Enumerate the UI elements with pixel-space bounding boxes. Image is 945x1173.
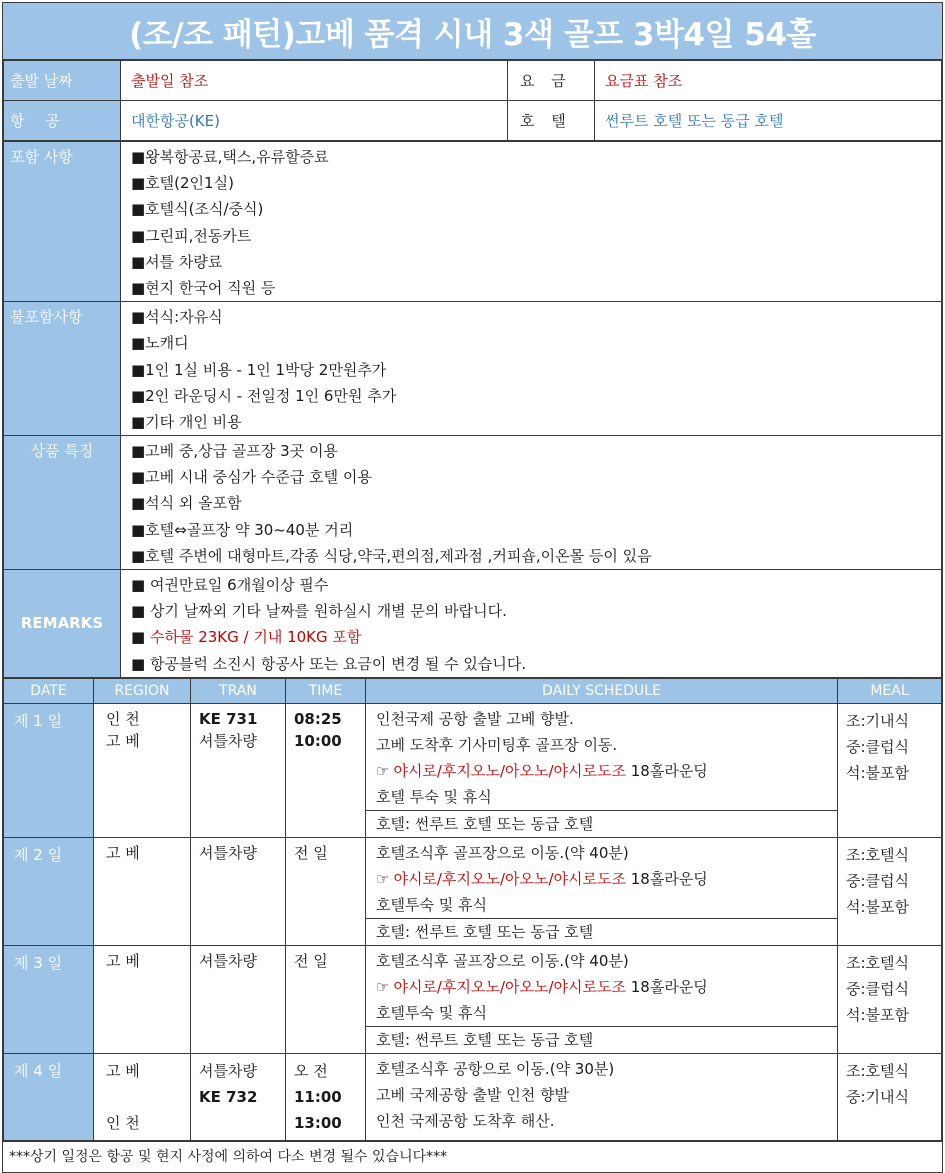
time-cell <box>286 945 366 1053</box>
tran-cell <box>191 945 286 1053</box>
time: 11:00 <box>294 1087 342 1106</box>
list-item: ■ 상기 날짜외 기타 날짜를 원하실시 개별 문의 바랍니다. <box>131 602 507 621</box>
pointing-hand-icon: ☞ <box>376 977 390 996</box>
region-cell <box>94 703 191 837</box>
region <box>106 1084 182 1110</box>
list-item: ■석식 외 올포함 <box>131 494 242 513</box>
hotel-line: 호텔: 썬루트 호텔 또는 동급 호텔 <box>366 918 837 945</box>
list-item: ■셔틀 차량료 <box>131 252 223 271</box>
region: 고 베 <box>106 731 140 750</box>
flight-number: KE 732 <box>199 1087 258 1106</box>
air-label: 항 공 <box>4 101 121 141</box>
excluded-list <box>121 302 942 436</box>
flight-number: KE 731 <box>199 709 258 728</box>
meal: 석:불포함 <box>846 763 910 782</box>
included-label: 포함 사항 <box>4 142 121 302</box>
header-region: REGION <box>94 678 191 703</box>
time-cell <box>286 703 366 837</box>
list-item: ■2인 라운딩시 - 전일정 1인 6만원 추가 <box>131 386 397 405</box>
transport: 셔틀차량 <box>199 951 257 970</box>
list-item: ■호텔 주변에 대형마트,각종 식당,약국,편의점,제과점 ,커피숍,이온몰 등이 있음 <box>131 546 652 565</box>
schedule-line: 고베 도착후 기사미팅후 골프장 이동. <box>376 735 618 754</box>
hotel-line: 호텔: 썬루트 호텔 또는 동급 호텔 <box>366 1026 837 1053</box>
included-list <box>121 142 942 302</box>
time: 08:25 <box>294 709 342 728</box>
time-cell <box>286 837 366 945</box>
schedule-row-day4 <box>4 1053 942 1140</box>
schedule-line: 호텔 투숙 및 휴식 <box>376 787 492 806</box>
schedule-line: 인천국제 공항 출발 고베 향발. <box>376 709 574 728</box>
list-item: ■ 여권만료일 6개월이상 필수 <box>131 576 329 594</box>
schedule-line: 호텔조식후 공항으로 이동.(약 30분) <box>376 1059 615 1078</box>
list-item: ■그린피,전동카트 <box>131 226 252 245</box>
list-item: ■호텔(2인1실) <box>131 174 234 193</box>
remarks-list <box>121 570 942 678</box>
schedule-line: 호텔조식후 골프장으로 이동.(약 40분) <box>376 843 629 862</box>
page-title: (조/조 패턴)고베 품격 시내 3색 골프 3박4일 54홀 <box>3 3 942 60</box>
schedule-row-day1 <box>4 703 942 837</box>
meal: 중:클럽식 <box>846 737 910 756</box>
excluded-label: 불포함사항 <box>4 302 121 436</box>
tran-cell <box>191 1053 286 1140</box>
schedule-line: 고베 국제공항 출발 인천 향발 <box>376 1085 569 1104</box>
day-label: 제 1 일 <box>4 703 94 837</box>
meal: 중:클럽식 <box>846 979 910 998</box>
air-value: 대한항공(KE) <box>121 101 508 141</box>
pointing-hand-icon: ☞ <box>376 761 390 780</box>
region: 고 베 <box>106 843 140 862</box>
day-label: 제 2 일 <box>4 837 94 945</box>
schedule-row-day3 <box>4 945 942 1053</box>
schedule-line: 호텔조식후 골프장으로 이동.(약 40분) <box>376 951 629 970</box>
day-label: 제 3 일 <box>4 945 94 1053</box>
time: 10:00 <box>294 731 342 750</box>
region: 인 천 <box>106 1113 140 1132</box>
list-item: ■석식:자유식 <box>131 308 223 327</box>
header-time: TIME <box>286 678 366 703</box>
daily-schedule-cell <box>366 703 838 837</box>
meal: 중:기내식 <box>846 1087 910 1106</box>
region: 인 천 <box>106 709 140 728</box>
header-daily-schedule: DAILY SCHEDULE <box>366 678 838 703</box>
header-date: DATE <box>4 678 94 703</box>
meal: 조:호텔식 <box>846 845 910 864</box>
golf-courses: 야시로/후지오노/아오노/야시로도조 <box>393 977 626 996</box>
meal: 중:클럽식 <box>846 871 910 890</box>
features-label: 상품 특징 <box>4 436 121 570</box>
region-cell <box>94 1053 191 1140</box>
region-cell <box>94 945 191 1053</box>
list-item: ■고베 중,상급 골프장 3곳 이용 <box>131 442 338 461</box>
tran-cell <box>191 837 286 945</box>
fee-label: 요 금 <box>508 61 595 101</box>
meal: 석:불포함 <box>846 1005 910 1024</box>
depart-label: 출발 날짜 <box>4 61 121 101</box>
meal: 조:기내식 <box>846 711 910 730</box>
pointing-hand-icon: ☞ <box>376 869 390 888</box>
remarks-label: REMARKS <box>4 570 121 678</box>
hotel-line: 호텔: 썬루트 호텔 또는 동급 호텔 <box>366 810 837 837</box>
meal-cell <box>838 945 942 1053</box>
tran-cell <box>191 703 286 837</box>
schedule-line <box>366 866 837 892</box>
list-item: ■현지 한국어 직원 등 <box>131 278 276 297</box>
meal: 석:불포함 <box>846 897 910 916</box>
list-item: ■호텔식(조식/중식) <box>131 200 264 219</box>
meal-cell <box>838 837 942 945</box>
schedule-line: 호텔투숙 및 휴식 <box>376 1003 487 1022</box>
transport: 셔틀차량 <box>199 731 257 750</box>
day-label: 제 4 일 <box>4 1053 94 1140</box>
schedule-row-day2 <box>4 837 942 945</box>
footer-note: ***상기 일정은 항공 및 현지 사정에 의하여 다소 변경 될수 있습니다*** <box>3 1141 942 1172</box>
fee-value: 요금표 참조 <box>595 61 942 101</box>
transport: 셔틀차량 <box>199 1061 257 1080</box>
list-item: ■왕복항공료,택스,유류할증료 <box>131 148 329 166</box>
bullet: ■ <box>131 628 150 647</box>
golf-rounds: 18홀라운딩 <box>630 869 708 888</box>
hotel-label: 호 텔 <box>508 101 595 141</box>
daily-schedule-cell <box>366 1053 838 1140</box>
list-item <box>121 624 941 650</box>
list-item: ■1인 1실 비용 - 1인 1박당 2만원추가 <box>131 360 387 379</box>
region-cell <box>94 837 191 945</box>
time: 13:00 <box>294 1113 342 1132</box>
transport: 셔틀차량 <box>199 843 257 862</box>
meal-cell <box>838 1053 942 1140</box>
hotel-value: 썬루트 호텔 또는 동급 호텔 <box>595 101 942 141</box>
list-item: ■호텔⇔골프장 약 30~40분 거리 <box>131 520 354 539</box>
list-item: ■기타 개인 비용 <box>131 412 242 431</box>
golf-rounds: 18홀라운딩 <box>630 761 708 780</box>
meal-cell <box>838 703 942 837</box>
daily-schedule-cell <box>366 945 838 1053</box>
time: 전 일 <box>294 951 328 970</box>
golf-courses: 야시로/후지오노/아오노/야시로도조 <box>393 869 626 888</box>
meal: 조:호텔식 <box>846 1061 910 1080</box>
golf-rounds: 18홀라운딩 <box>630 977 708 996</box>
details-table <box>3 141 942 678</box>
info-table <box>3 60 942 141</box>
region: 고 베 <box>106 951 140 970</box>
region: 고 베 <box>106 1061 140 1080</box>
list-item: ■노캐디 <box>131 334 189 353</box>
schedule-line <box>366 758 837 784</box>
golf-courses: 야시로/후지오노/아오노/야시로도조 <box>393 761 626 780</box>
schedule-line: 인천 국제공항 도착후 해산. <box>376 1111 555 1130</box>
schedule-line <box>366 974 837 1000</box>
time: 전 일 <box>294 843 328 862</box>
list-item: ■고베 시내 중심가 수준급 호텔 이용 <box>131 468 372 487</box>
schedule-line: 호텔투숙 및 휴식 <box>376 895 487 914</box>
header-tran: TRAN <box>191 678 286 703</box>
meal: 조:호텔식 <box>846 953 910 972</box>
daily-schedule-cell <box>366 837 838 945</box>
depart-value: 출발일 참조 <box>121 61 508 101</box>
schedule-table <box>3 678 942 1141</box>
itinerary-sheet <box>2 2 943 1173</box>
features-list <box>121 436 942 570</box>
time: 오 전 <box>294 1061 328 1080</box>
header-meal: MEAL <box>838 678 942 703</box>
time-cell <box>286 1053 366 1140</box>
list-item: ■ 항공블럭 소진시 항공사 또는 요금이 변경 될 수 있습니다. <box>131 654 527 673</box>
baggage-note: 수하물 23KG / 기내 10KG 포함 <box>149 628 362 647</box>
